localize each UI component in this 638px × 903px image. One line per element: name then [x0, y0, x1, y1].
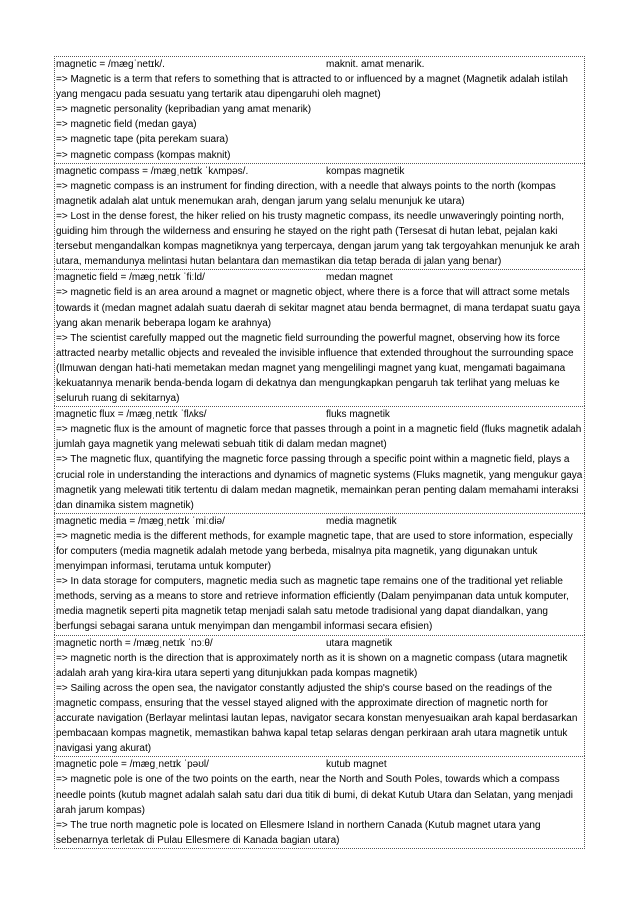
phrase-line: => magnetic field (medan gaya)	[56, 119, 197, 131]
example-line: => Sailing across the open sea, the navigator constantly adjusted the ship's course based on the readings of the magnetic compass, ensuring that the vessel stayed aligned with the approximate direction of magnetic north for accurate navigation (Berlayar melintasi lautan lepas, navigator secara konstan menyesuaikan arah kapal berdasarkan pembacaan kompas magnetik, memastikan bahwa kapal tetap selaras dengan perkiraan arah utara magnetik untuk navigasi yang akurat)	[56, 682, 578, 755]
translation: maknit. amat menarik.	[326, 59, 425, 70]
translation: fluks magnetik	[326, 409, 390, 421]
headword: magnetic flux = /mæɡˌnetɪk ˈflʌks/	[56, 409, 207, 421]
entry-header	[56, 57, 583, 72]
headword: magnetic north = /mæɡˌnetɪk ˈnɔːθ/	[56, 637, 213, 649]
translation: utara magnetik	[326, 637, 393, 649]
entry-magnetic-flux	[54, 406, 585, 513]
example-line: => The scientist carefully mapped out the magnetic field surrounding the powerful magnet, observing how its force attracted nearby metallic objects and revealed the invisible influence that extended throughout the surrounding space (Ilmuwan dengan hati-hati memetakan medan magnet yang mengelilingi magnet yang kuat, mengamati bagaimana kekuatannya menarik benda-benda logam di dekatnya dan mengungkapkan pengaruh tak terlihat yang meluas ke seluruh ruang di sekitarnya)	[56, 332, 574, 405]
translation: kompas magnetik	[326, 165, 405, 177]
definition-line: => magnetic pole is one of the two points on the earth, near the North and South Poles, towards which a compass needle points (kutub magnet adalah salah satu dari dua titik di bumi, di dekat Kutub Utara dan Selatan, yang menjadi arah jarum kompas)	[56, 774, 573, 816]
entry-header	[56, 164, 583, 179]
entry-header	[56, 757, 583, 772]
entry-magnetic-pole	[54, 756, 585, 849]
definition-line: => magnetic north is the direction that is approximately north as it is shown on a magnetic compass (utara magnetik adalah arah yang kira-kira utara seperti yang ditunjukkan pada kompas magnetik)	[56, 652, 568, 679]
headword: magnetic = /mæɡˈnetɪk/.	[56, 59, 165, 70]
phrase-line: => magnetic compass (kompas maknit)	[56, 149, 231, 161]
example-line: => The true north magnetic pole is located on Ellesmere Island in northern Canada (Kutub magnet utara yang sebenarnya terletak di Pulau Ellesmere di Kanada bagian utara)	[56, 819, 541, 846]
entry-magnetic-compass	[54, 163, 585, 270]
definition-line: => magnetic flux is the amount of magnetic force that passes through a point in a magnetic field (fluks magnetik adalah jumlah gaya magnetik yang melewati sebuah titik di dalam medan magnet)	[56, 424, 582, 451]
example-line: => Lost in the dense forest, the hiker relied on his trusty magnetic compass, its needle unwaveringly pointing north, guiding him through the wilderness and ensuring he stayed on the right path (Tersesat di hutan lebat, pejalan kaki tersebut mengandalkan kompas magnetiknya yang terpercaya, dengan jarum yang tak tergoyahkan menunjuk ke arah utara, memandunya melintasi hutan belantara dan memastikan dia tetap berada di jalan yang benar)	[56, 210, 580, 268]
headword: magnetic field = /mæɡˌnetɪk ˈfiːld/	[56, 272, 205, 284]
translation: media magnetik	[326, 515, 397, 527]
entry-header	[56, 270, 583, 285]
entry-header	[56, 407, 583, 422]
entry-magnetic	[54, 56, 585, 163]
dictionary-page	[54, 56, 585, 849]
example-line: => In data storage for computers, magnetic media such as magnetic tape remains one of the traditional yet reliable methods, serving as a means to store and retrieve information efficiently (Dalam penyimpanan data untuk komputer, media magnetik seperti pita magnetik tetap menjadi salah satu metode tradisional yang dapat diandalkan, yang berfungsi sebagai sarana untuk menyimpan dan mengambil informasi secara efisien)	[56, 576, 569, 633]
entry-header	[56, 636, 583, 651]
phrase-line: => magnetic tape (pita perekam suara)	[56, 134, 229, 146]
example-line: => The magnetic flux, quantifying the magnetic force passing through a specific point within a magnetic field, plays a crucial role in understanding the interactions and dynamics of magnetic systems (Fluks magnetik, yang mengukur gaya magnetik yang melewati titik tertentu di dalam medan magnetik, memainkan peran penting dalam memahami interaksi dan dinamika sistem magnetik)	[56, 454, 583, 511]
headword: magnetic pole = /mæɡˌnetɪk ˈpəʊl/	[56, 759, 209, 771]
translation: medan magnet	[326, 272, 393, 284]
definition-line: => magnetic media is the different methods, for example magnetic tape, that are used to store information, especially for computers (media magnetik adalah metode yang berbeda, misalnya pita magnetik, yang digunakan untuk menyimpan informasi, terutama untuk komputer)	[56, 530, 573, 573]
entry-magnetic-media	[54, 513, 585, 635]
definition-line: => magnetic field is an area around a magnet or magnetic object, where there is a force that will attract some metals towards it (medan magnet adalah suatu daerah di sekitar magnet atau benda bermagnet, di mana terdapat suatu gaya yang akan menarik beberapa logam ke arahnya)	[56, 287, 581, 329]
definition-line: => Magnetic is a term that refers to something that is attracted to or influenced by a magnet (Magnetik adalah istilah yang mengacu pada sesuatu yang tertarik atau dipengaruhi oleh magnet)	[56, 74, 568, 101]
definition-line: => magnetic compass is an instrument for finding direction, with a needle that always points to the north (kompas magnetik adalah alat untuk menemukan arah, dengan jarum yang selalu menunjuk ke utara)	[56, 180, 556, 207]
headword: magnetic media = /mæɡˌnetɪk ˈmiːdiə/	[56, 515, 225, 527]
phrase-line: => magnetic personality (kepribadian yang amat menarik)	[56, 104, 312, 116]
headword: magnetic compass = /mæɡˌnetɪk ˈkʌmpəs/.	[56, 165, 249, 177]
entry-magnetic-field	[54, 269, 585, 406]
translation: kutub magnet	[326, 759, 387, 771]
entry-header	[56, 514, 583, 529]
entry-magnetic-north	[54, 635, 585, 757]
